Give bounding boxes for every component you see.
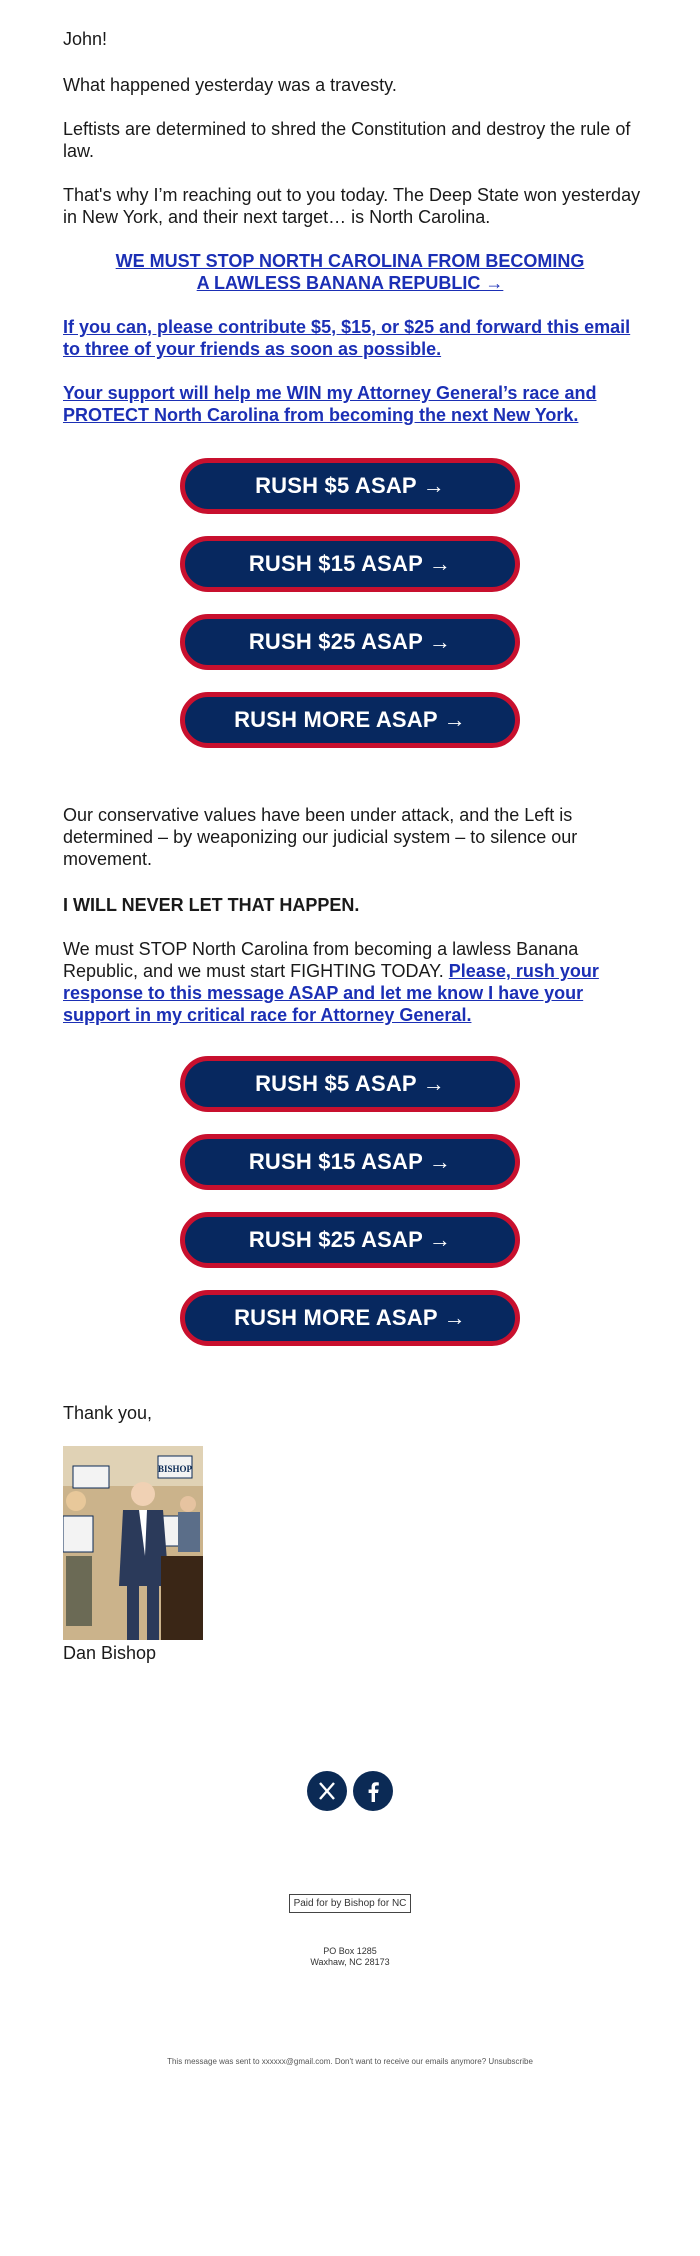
address-line2: Waxhaw, NC 28173 — [310, 1957, 390, 1967]
rush-15-button[interactable]: RUSH $15 ASAP → — [180, 1134, 520, 1190]
contribute-link[interactable]: If you can, please contribute $5, $15, or $25 and forward this email to three of your friends as soon as possible. — [63, 317, 631, 359]
rush-response-link[interactable]: Please, rush your response to this message ASAP and let me know I have your support in my critical race for Attorney General. — [63, 961, 599, 1025]
facebook-logo-glyph — [353, 1771, 393, 1811]
rush-more-button[interactable]: RUSH MORE ASAP → — [180, 1290, 520, 1346]
rush-25-button[interactable]: RUSH $25 ASAP → — [180, 1212, 520, 1268]
paid-for-disclaimer: Paid for by Bishop for NC — [289, 1894, 411, 1913]
unsubscribe-link[interactable]: Unsubscribe — [488, 2057, 533, 2066]
signature-name: Dan Bishop — [63, 1643, 157, 1663]
headline-link-line1[interactable]: WE MUST STOP NORTH CAROLINA FROM BECOMING — [115, 251, 585, 271]
rush-more-button[interactable]: RUSH MORE ASAP → — [180, 692, 520, 748]
paragraph-travesty: What happened yesterday was a travesty. — [63, 75, 397, 95]
headline-link-line2[interactable]: A LAWLESS BANANA REPUBLIC → — [196, 273, 504, 293]
sent-to-text: This message was sent to xxxxxx@gmail.com. Don't want to receive our emails anymore? — [167, 2057, 489, 2066]
paragraph-attack: Our conservative values have been under attack, and the Left is determined – by weaponizing our judicial system – to silence our movement. — [63, 805, 578, 869]
rush-15-button[interactable]: RUSH $15 ASAP → — [180, 536, 520, 592]
rush-5-button[interactable]: RUSH $5 ASAP → — [180, 458, 520, 514]
rush-5-button[interactable]: RUSH $5 ASAP → — [180, 1056, 520, 1112]
facebook-icon[interactable] — [353, 1771, 393, 1811]
x-logo-glyph — [307, 1771, 347, 1811]
rush-25-button[interactable]: RUSH $25 ASAP → — [180, 614, 520, 670]
footer-notice — [0, 2057, 700, 2066]
x-icon[interactable] — [307, 1771, 347, 1811]
paragraph-stop — [63, 938, 643, 1026]
stop-text: We must STOP North Carolina from becoming a lawless Banana Republic, and we must start FIGHTING TODAY. — [63, 939, 579, 981]
greeting: John! — [63, 29, 108, 49]
support-link[interactable]: Your support will help me WIN my Attorney General’s race and PROTECT North Carolina from becoming the next New York. — [63, 383, 597, 425]
dan-bishop-photo — [63, 1446, 203, 1640]
paragraph-deep-state: That's why I’m reaching out to you today. The Deep State won yesterday in New York, and their next target… is North Carolina. — [63, 185, 641, 227]
photo-illustration — [63, 1446, 203, 1640]
thank-you: Thank you, — [63, 1403, 153, 1423]
paragraph-never: I WILL NEVER LET THAT HAPPEN. — [63, 895, 360, 915]
address-line1: PO Box 1285 — [323, 1946, 377, 1956]
paragraph-leftists: Leftists are determined to shred the Constitution and destroy the rule of law. — [63, 119, 631, 161]
photo-sign-text: BISHOP — [157, 1464, 193, 1474]
headline-link[interactable] — [63, 250, 637, 294]
